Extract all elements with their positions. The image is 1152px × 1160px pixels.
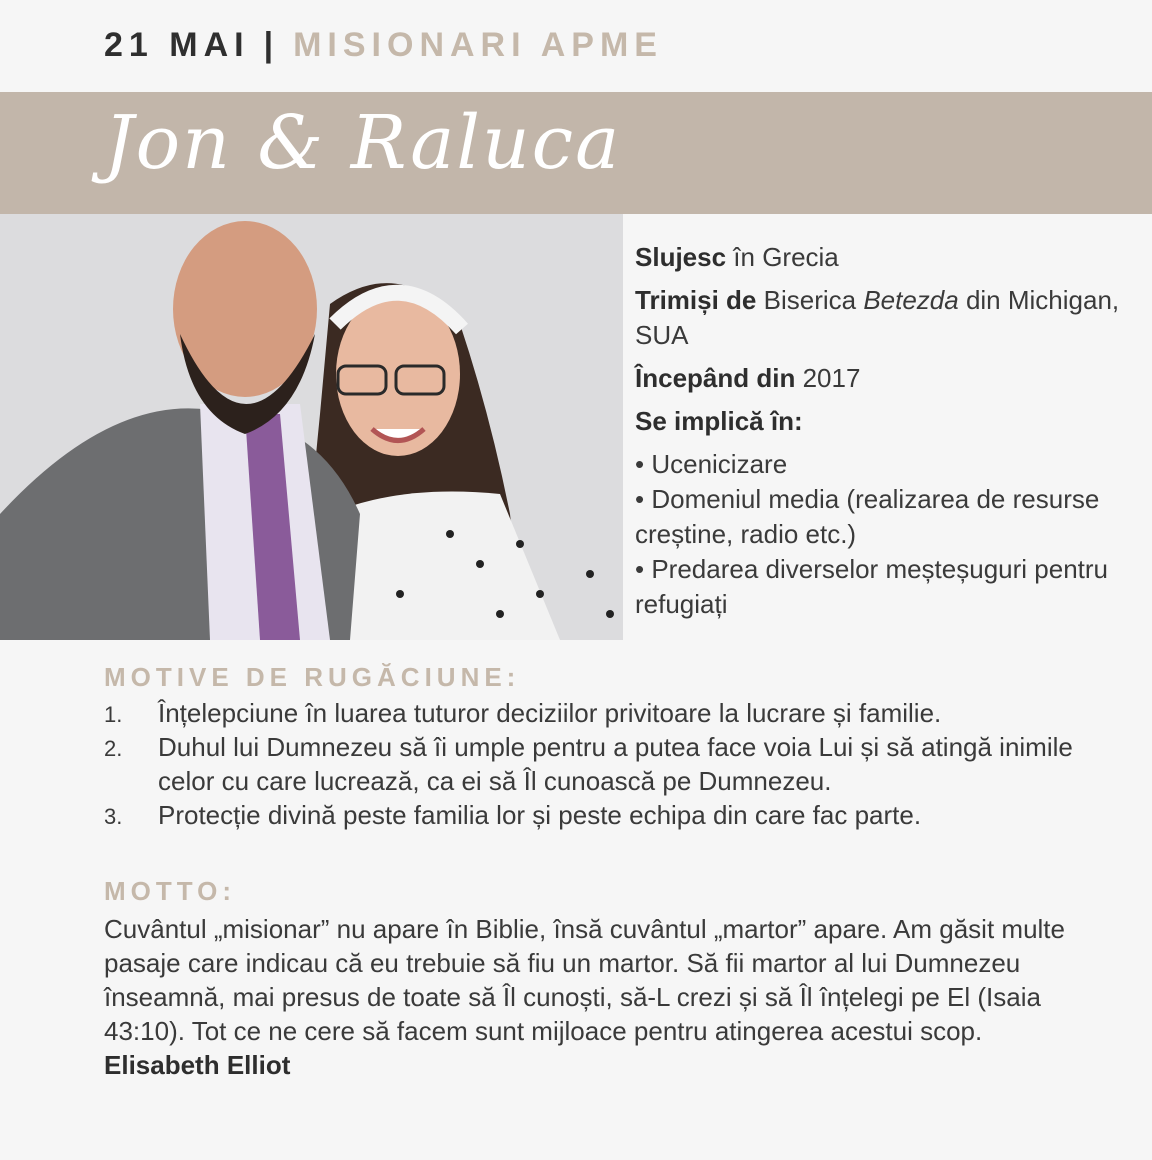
prayer-number: 3. bbox=[104, 804, 123, 829]
serve-label: Slujesc bbox=[635, 242, 727, 272]
involvement-item: • Ucenicizare bbox=[635, 449, 788, 479]
prayer-list bbox=[104, 696, 1124, 832]
prayer-number: 1. bbox=[104, 702, 123, 727]
prayer-number: 2. bbox=[104, 736, 123, 761]
involvement-item: • Predarea diverselor meșteșuguri pentru refugiați bbox=[635, 554, 1109, 619]
prayer-item bbox=[104, 798, 1124, 832]
sent-value: Biserica bbox=[756, 285, 864, 315]
missionary-photo bbox=[0, 214, 623, 640]
prayer-heading: MOTIVE DE RUGĂCIUNE: bbox=[104, 662, 521, 692]
involvement-list bbox=[635, 447, 1140, 622]
missionary-names: Jon & Raluca bbox=[104, 100, 622, 186]
motto-text bbox=[104, 912, 1104, 1082]
prayer-item bbox=[104, 696, 1124, 730]
prayer-item bbox=[104, 730, 1124, 798]
serve-value: în Grecia bbox=[726, 242, 839, 272]
involved-label: Se implică în: bbox=[635, 406, 803, 436]
prayer-text: Duhul lui Dumnezeu să îi umple pentru a putea face voia Lui și să atingă inimile celor cu care lucrează, ca ei să Îl cunoască pe Dumnezeu. bbox=[158, 732, 1073, 796]
motto-heading: MOTTO: bbox=[104, 876, 237, 906]
sent-location: din Michigan, SUA bbox=[635, 285, 1120, 350]
motto-author: Elisabeth Elliot bbox=[104, 1050, 291, 1080]
involved-line bbox=[635, 404, 1140, 439]
since-line bbox=[635, 361, 1140, 396]
missionary-info bbox=[635, 240, 1140, 622]
header-section: MISIONARI APME bbox=[293, 26, 663, 64]
since-label: Începând din bbox=[635, 363, 796, 393]
sent-label: Trimiși de bbox=[635, 285, 757, 315]
serve-line bbox=[635, 240, 1140, 275]
page-header bbox=[104, 26, 663, 65]
name-banner bbox=[0, 92, 1152, 214]
sent-line bbox=[635, 283, 1140, 353]
since-value: 2017 bbox=[795, 363, 861, 393]
prayer-text: Înțelepciune în luarea tuturor deciziilor privitoare la lucrare și familie. bbox=[158, 698, 942, 728]
prayer-text: Protecție divină peste familia lor și peste echipa din care fac parte. bbox=[158, 800, 922, 830]
header-date: 21 MAI bbox=[104, 26, 250, 64]
church-name: Betezda bbox=[863, 285, 959, 315]
motto-quote: Cuvântul „misionar” nu apare în Biblie, însă cuvântul „martor” apare. Am găsit multe pasaje care indicau că eu trebuie să fiu un martor. Să fii martor al lui Dumnezeu înseamnă, mai presus de toate să Îl cunoști, să-L crezi și să Îl înțelegi pe El (Isaia 43:10). Tot ce ne cere să facem sunt mijloace pentru atingerea acestui scop. bbox=[104, 914, 1065, 1046]
involvement-item: • Domeniul media (realizarea de resurse creștine, radio etc.) bbox=[635, 484, 1100, 549]
header-separator: | bbox=[263, 26, 280, 64]
